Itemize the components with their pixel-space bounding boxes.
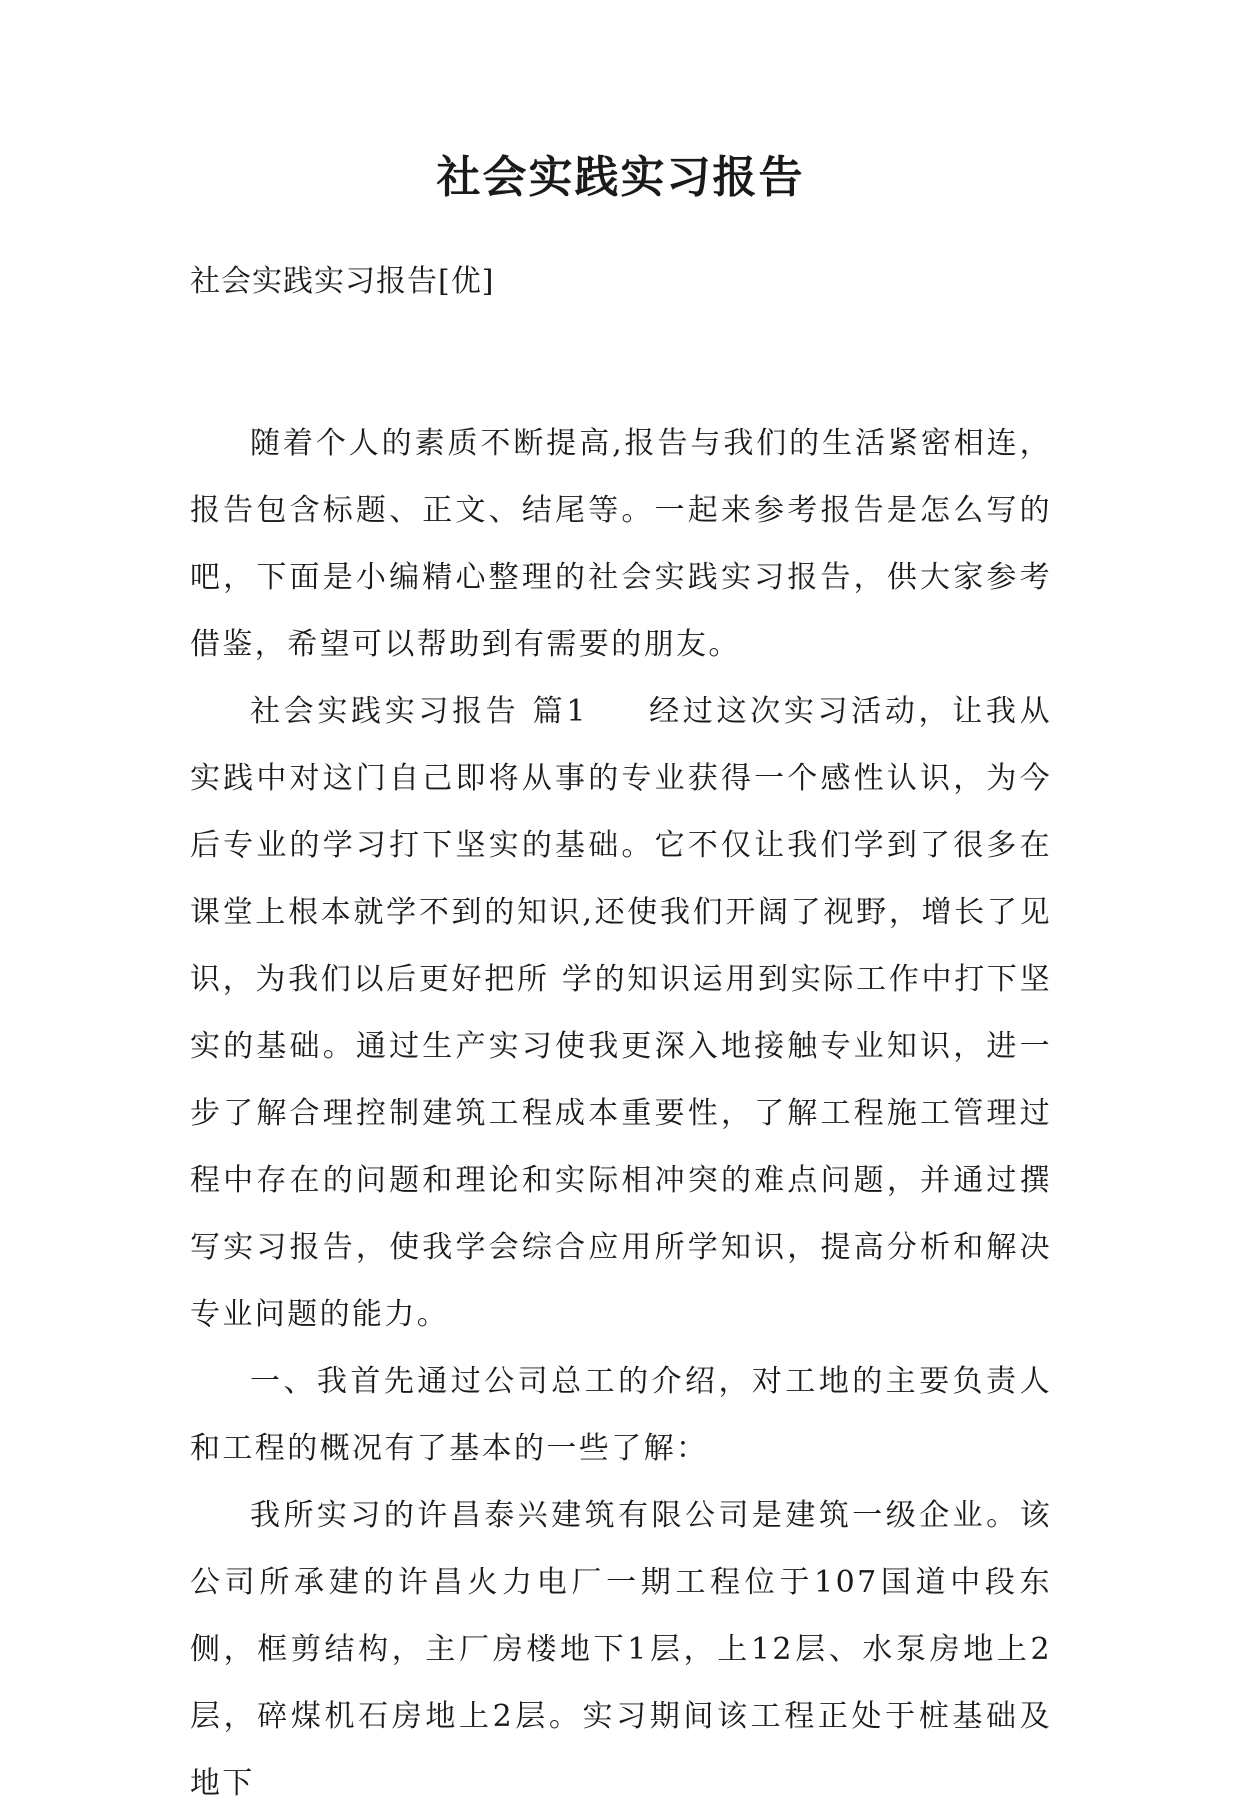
document-title: 社会实践实习报告 [436, 152, 805, 203]
paragraph-intro: 随着个人的素质不断提高,报告与我们的生活紧密相连，报告包含标题、正文、结尾等。一起来参考报告是怎么写的吧，下面是小编精心整理的社会实践实习报告，供大家参考借鉴，希望可以帮助到有需要的朋友。 [190, 426, 1052, 662]
document-body [190, 410, 1052, 1817]
paragraph-section-1-text: 经过这次实习活动，让我从实践中对这门自己即将从事的专业获得一个感性认识，为今后专业的学习打下坚实的基础。它不仅让我们学到了很多在课堂上根本就学不到的知识,还使我们开阔了视野，增长了见识，为我们以后更好把所 学的知识运用到实际工作中打下坚实的基础。通过生产实习使我更深入地接触专业知识，进一步了解合理控制建筑工程成本重要性，了解工程施工管理过程中存在的问题和理论和实际相冲突的难点问题，并通过撰写实习报告，使我学会综合应用所学知识，提高分析和解决专业问题的能力。 [190, 694, 1052, 1332]
paragraph-section-1 [190, 678, 1052, 1348]
paragraph-point-1: 一、我首先通过公司总工的介绍，对工地的主要负责人和工程的概况有了基本的一些了解： [190, 1364, 1052, 1466]
document-subtitle: 社会实践实习报告[优] [190, 264, 495, 299]
paragraph-company: 我所实习的许昌泰兴建筑有限公司是建筑一级企业。该公司所承建的许昌火力电厂一期工程位于107国道中段东侧，框剪结构，主厂房楼地下1层，上12层、水泵房地上2层，碎煤机石房地上2层。实习期间该工程正处于桩基础及地下 [190, 1498, 1052, 1801]
section-heading: 社会实践实习报告 篇1 [250, 694, 588, 729]
